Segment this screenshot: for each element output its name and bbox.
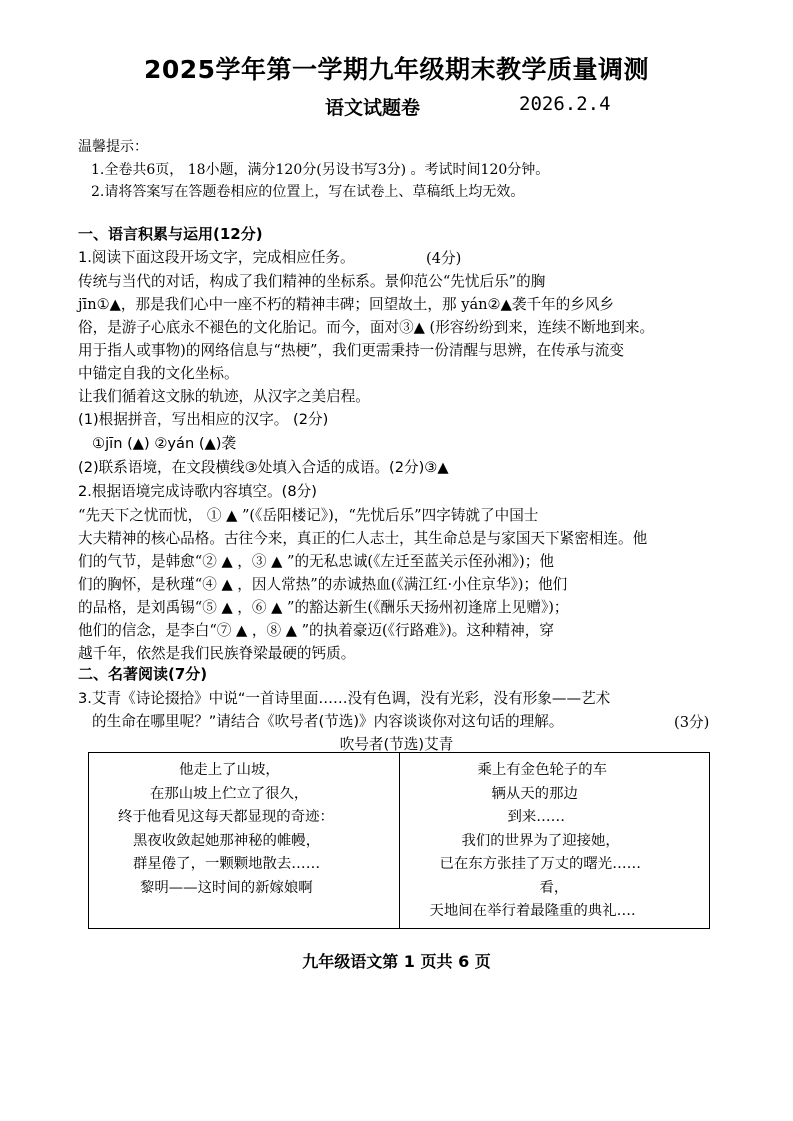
page-footer: 九年级语文第 1 页共 6 页	[302, 952, 491, 971]
poem-line: 他走上了山坡，	[179, 762, 280, 778]
section-2-heading: 二、名著阅读(7分)	[78, 665, 208, 683]
paper-subtitle: 语文试题卷	[325, 97, 421, 119]
q1-sub1-items: ①jīn (▲) ②yán (▲)袭	[92, 435, 237, 452]
q2-passage-line-7: 越千年，依然是我们民族脊梁最硬的钙质。	[78, 645, 356, 662]
poem-line: 到来……	[507, 809, 566, 825]
poem-line: 群星倦了，一颗颗地散去……	[133, 856, 321, 872]
q3-line-1: 3.艾青《诗论掇拾》中说“一首诗里面……没有色调，没有光彩，没有形象——艺术	[78, 690, 611, 707]
poem-line: 黑夜收敛起她那神秘的帷幔，	[133, 832, 321, 849]
notice-label: 温馨提示：	[78, 139, 148, 155]
q2-passage-line-3: 们的气节，是韩愈“② ▲ ，③ ▲ ”的无私忠诚(《左迁至蓝关示侄孙湘》)；他	[78, 553, 554, 570]
q2-stem: 2.根据语境完成诗歌内容填空。(8分)	[78, 483, 317, 500]
q1-sub2: (2)联系语境，在文段横线③处填入合适的成语。(2分)③▲	[78, 459, 449, 476]
q2-passage-line-2: 大夫精神的核心品格。古往今来，真正的仁人志士，其生命总是与家国天下紧密相连。他	[78, 530, 648, 547]
poem-right-column	[399, 753, 710, 929]
q1-sub1: (1)根据拼音，写出相应的汉字。 (2分)	[78, 411, 329, 428]
q1-stem: 1.阅读下面这段开场文字，完成相应任务。	[78, 249, 355, 266]
poem-line: 已在东方张挂了万丈的曙光……	[439, 856, 641, 872]
poem-table	[88, 752, 710, 929]
poem-line: 乘上有金色轮子的车	[477, 762, 608, 778]
q2-passage-line-4: 们的胸怀，是秋瑾“④ ▲ ，因人常热”的赤诚热血(《满江红·小住京华》)；他们	[78, 576, 568, 593]
poem-line: 看，	[539, 879, 569, 896]
q1-passage-line-1: 传统与当代的对话，构成了我们精神的坐标系。景仰范公“先忧后乐”的胸	[78, 273, 546, 290]
poem-line: 辆从天的那边	[491, 785, 578, 802]
section-1-heading: 一、语言积累与运用(12分)	[78, 225, 263, 243]
notice-item-1: 1.全卷共6页， 18小题，满分120分(另设书写3分) 。考试时间120分钟。	[91, 162, 550, 178]
q1-passage-line-3: 俗，是游子心底永不褪色的文化胎记。而今，面对③▲ (形容纷纷到来，连续不断地到来。	[78, 319, 655, 336]
q1-passage-line-2: jīn①▲，那是我们心中一座不朽的精神丰碑；回望故土，那 yán②▲袭千年的乡风乡	[78, 296, 615, 313]
notice-item-2: 2.请将答案写在答题卷相应的位置上，写在试卷上、草稿纸上均无效。	[91, 184, 525, 200]
poem-line: 黎明——这时间的新嫁娘啊	[140, 879, 313, 896]
q1-passage-line-4: 用于指人或事物)的网络信息与“热梗”，我们更需秉持一份清醒与思辨，在传承与流变	[78, 342, 624, 359]
poem-title: 吹号者(节选)艾青	[339, 736, 454, 753]
poem-line: 天地间在举行着最隆重的典礼….	[429, 903, 636, 919]
poem-line: 在那山坡上伫立了很久，	[150, 785, 309, 802]
q1-score: (4分)	[426, 250, 462, 267]
poem-line: 终于他看见这每天都显现的奇迹：	[118, 809, 334, 825]
poem-left-column	[89, 753, 400, 929]
q3-score: (3分)	[674, 714, 710, 731]
q1-passage-line-5: 中锚定自我的文化坐标。	[78, 365, 239, 382]
exam-date: 2026.2.4	[519, 93, 611, 115]
q3-line-2: 的生命在哪里呢？”请结合《吹号者(节选)》内容谈谈你对这句话的理解。	[92, 713, 564, 730]
q2-passage-line-1: “先天下之忧而忧， ① ▲ ”(《岳阳楼记》)，“先忧后乐”四字铸就了中国士	[78, 507, 539, 524]
exam-title: 2025学年第一学期九年级期末教学质量调测	[143, 55, 650, 84]
q1-passage-line-6: 让我们循着这文脉的轨迹，从汉字之美启程。	[78, 388, 370, 405]
poem-line: 我们的世界为了迎接她，	[461, 832, 620, 849]
q2-passage-line-5: 的品格，是刘禹锡“⑤ ▲ ，⑥ ▲ ”的豁达新生(《酬乐天扬州初逢席上见赠》)；	[78, 599, 569, 616]
q2-passage-line-6: 他们的信念，是李白“⑦ ▲ ，⑧ ▲ ”的执着豪迈(《行路难》)。这种精神，穿	[78, 622, 554, 639]
